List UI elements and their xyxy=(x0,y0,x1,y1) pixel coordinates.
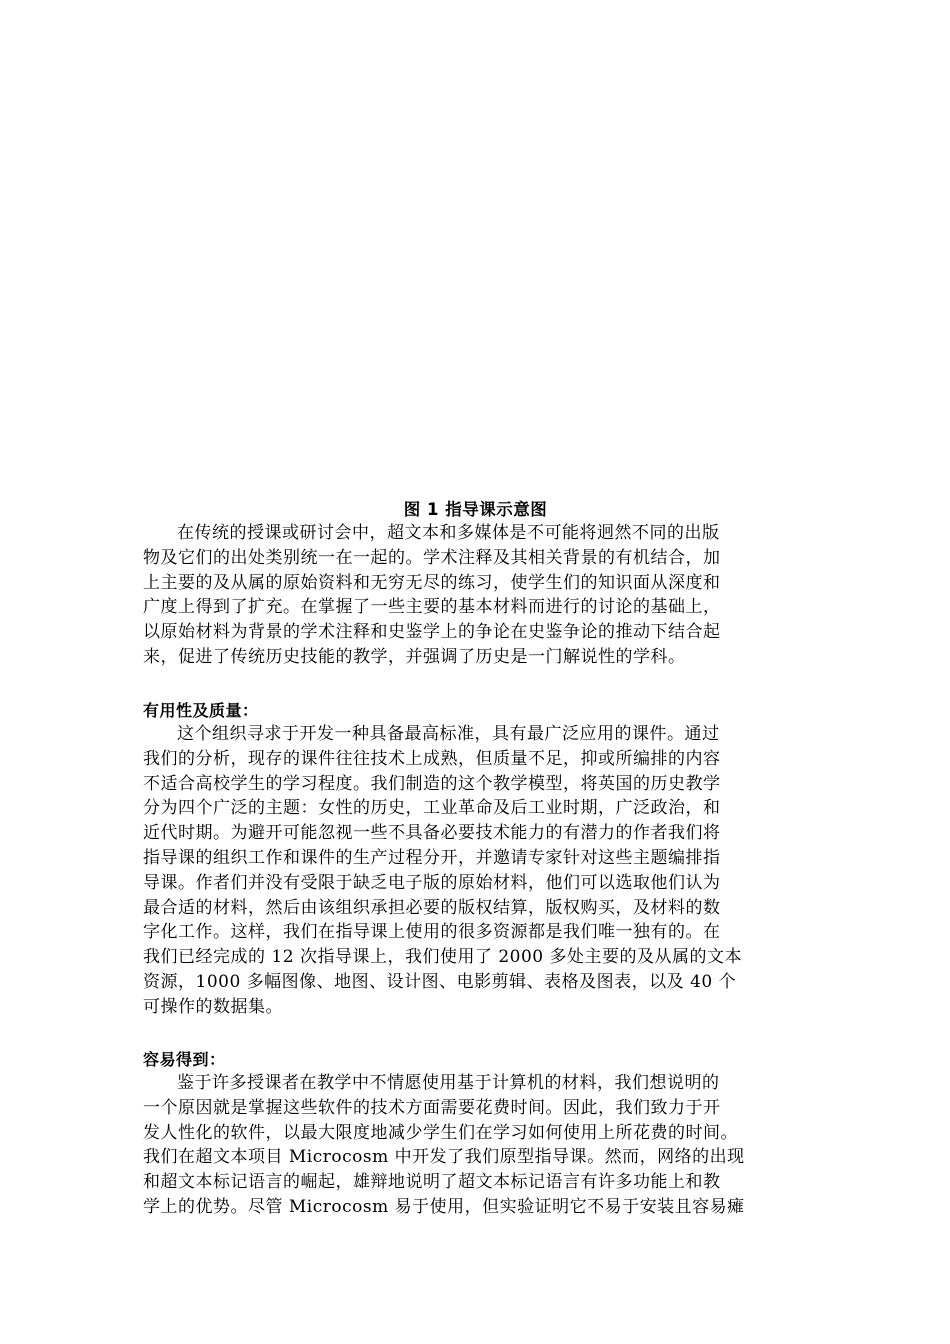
paragraph-line: 鉴于许多授课者在教学中不情愿使用基于计算机的材料，我们想说明的 xyxy=(177,1073,720,1093)
paragraph-line: 以原始材料为背景的学术注释和史鉴学上的争论在史鉴争论的推动下结合起 xyxy=(143,622,721,643)
paragraph-line: 物及它们的出处类别统一在一起的。学术注释及其相关背景的有机结合，加 xyxy=(143,547,721,568)
paragraph-line: 最合适的材料，然后由该组织承担必要的版权结算，版权购买，及材料的数 xyxy=(143,897,721,918)
intro-paragraph xyxy=(143,521,809,670)
paragraph-line: 学上的优势。尽管 Microcosm 易于使用，但实验证明它不易于安装且容易瘫 xyxy=(143,1196,745,1217)
paragraph-line: 和超文本标记语言的崛起，雄辩地说明了超文本标记语言有许多功能上和教 xyxy=(143,1172,721,1193)
paragraph-line: 指导课的组织工作和课件的生产过程分开，并邀请专家针对这些主题编排指 xyxy=(143,847,721,868)
paragraph-line: 发人性化的软件，以最大限度地减少学生们在学习如何使用上所花费的时间。 xyxy=(143,1122,738,1143)
paragraph-line: 我们在超文本项目 Microcosm 中开发了我们原型指导课。然而，网络的出现 xyxy=(143,1147,745,1168)
paragraph-line: 一个原因就是掌握这些软件的技术方面需要花费时间。因此，我们致力于开 xyxy=(143,1097,721,1118)
paragraph-line: 可操作的数据集。 xyxy=(143,996,283,1017)
paragraph-line: 这个组织寻求于开发一种具备最高标准，具有最广泛应用的课件。通过 xyxy=(177,724,720,744)
section-heading-accessibility: 容易得到： xyxy=(143,1050,226,1069)
paragraph-line: 资源，1000 多幅图像、地图、设计图、电影剪辑、表格及图表，以及 40 个 xyxy=(143,971,737,992)
section-heading-usefulness-quality: 有用性及质量： xyxy=(143,701,259,720)
paragraph-line: 来，促进了传统历史技能的教学，并强调了历史是一门解说性的学科。 xyxy=(143,646,686,667)
usefulness-paragraph xyxy=(143,722,809,1020)
paragraph-line: 不适合高校学生的学习程度。我们制造的这个教学模型，将英国的历史教学 xyxy=(143,773,721,794)
paragraph-line: 我们的分析，现存的课件往往技术上成熟，但质量不足，抑或所编排的内容 xyxy=(143,748,721,769)
paragraph-line: 分为四个广泛的主题：女性的历史，工业革命及后工业时期，广泛政治，和 xyxy=(143,798,721,819)
paragraph-line: 近代时期。为避开可能忽视一些不具备必要技术能力的有潜力的作者我们将 xyxy=(143,823,721,844)
accessibility-paragraph xyxy=(143,1071,809,1220)
paragraph-line: 字化工作。这样，我们在指导课上使用的很多资源都是我们唯一独有的。在 xyxy=(143,922,721,943)
paragraph-line: 我们已经完成的 12 次指导课上，我们使用了 2000 多处主要的及从属的文本 xyxy=(143,947,743,968)
figure-caption: 图 1 指导课示意图 xyxy=(403,500,548,519)
paragraph-line: 广度上得到了扩充。在掌握了一些主要的基本材料而进行的讨论的基础上， xyxy=(143,597,721,618)
figure-image-area xyxy=(143,40,808,490)
paragraph-line: 在传统的授课或研讨会中，超文本和多媒体是不可能将迥然不同的出版 xyxy=(177,523,720,543)
paragraph-line: 导课。作者们并没有受限于缺乏电子版的原始材料，他们可以选取他们认为 xyxy=(143,872,721,893)
paragraph-line: 上主要的及从属的原始资料和无穷无尽的练习，使学生们的知识面从深度和 xyxy=(143,572,721,593)
